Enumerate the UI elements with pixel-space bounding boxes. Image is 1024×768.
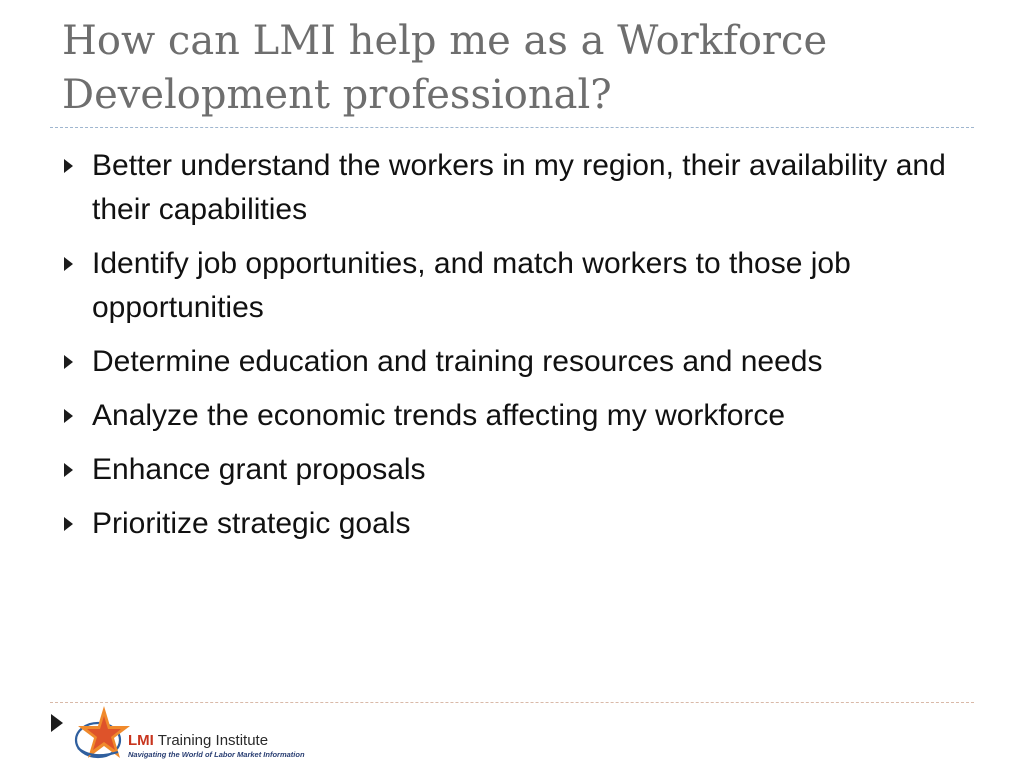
bullet-text: Identify job opportunities, and match workers to those job opportunities bbox=[92, 247, 851, 324]
bullet-text: Better understand the workers in my region, their availability and their capabilities bbox=[92, 149, 946, 226]
bullet-item bbox=[58, 394, 958, 438]
lmi-training-institute-logo bbox=[72, 704, 305, 766]
slide-title: How can LMI help me as a Workforce Development professional? bbox=[62, 18, 828, 118]
logo-tagline: Navigating the World of Labor Market Information bbox=[128, 750, 305, 759]
bullet-text: Determine education and training resources and needs bbox=[92, 345, 823, 378]
bullet-item bbox=[58, 144, 958, 232]
logo-name-accent: LMI bbox=[128, 732, 154, 749]
bullet-item bbox=[58, 502, 958, 546]
bullet-item bbox=[58, 340, 958, 384]
bullet-item bbox=[58, 242, 958, 330]
logo-name bbox=[128, 732, 268, 749]
bullet-list bbox=[58, 144, 958, 556]
right-triangle-icon bbox=[64, 159, 73, 173]
bullet-text: Analyze the economic trends affecting my workforce bbox=[92, 399, 786, 432]
footer-divider bbox=[50, 702, 974, 703]
logo-name-rest: Training Institute bbox=[153, 732, 269, 749]
right-triangle-icon bbox=[64, 257, 73, 271]
right-triangle-icon bbox=[64, 463, 73, 477]
right-triangle-icon bbox=[64, 517, 73, 531]
footer-nav-icon[interactable] bbox=[51, 714, 63, 732]
star-logo-icon bbox=[72, 704, 132, 766]
bullet-text: Prioritize strategic goals bbox=[92, 507, 411, 540]
right-triangle-icon bbox=[64, 409, 73, 423]
bullet-text: Enhance grant proposals bbox=[92, 453, 426, 486]
title-divider bbox=[50, 127, 974, 128]
bullet-item bbox=[58, 448, 958, 492]
right-triangle-icon bbox=[64, 355, 73, 369]
